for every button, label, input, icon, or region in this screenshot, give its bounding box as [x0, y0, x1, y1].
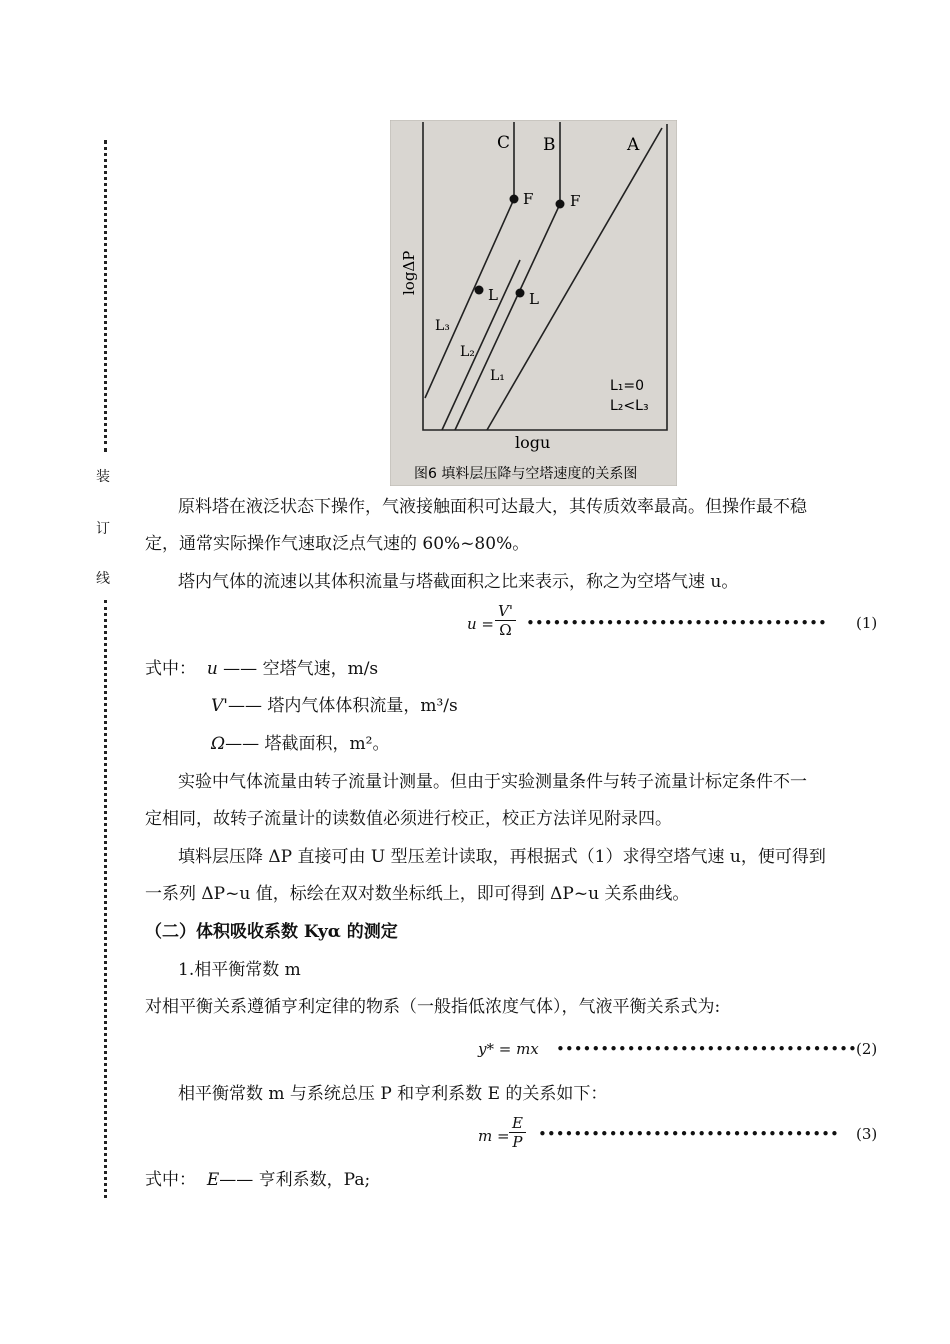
eq3-numerator: E [509, 1114, 526, 1133]
label-f-2: F [570, 192, 581, 210]
def-v [211, 695, 950, 717]
para6: 相平衡常数 m 与系统总压 P 和亨利系数 E 的关系如下： [178, 1084, 608, 1104]
eq1-numerator: V' [495, 602, 516, 621]
binding-char-xian: 线 [96, 571, 110, 587]
para3-line1: 实验中气体流量由转子流量计测量。但由于实验测量条件与转子流量计标定条件不一 [178, 772, 807, 792]
para2: 塔内气体的流速以其体积流量与塔截面积之比来表示，称之为空塔气速 u。 [178, 572, 739, 592]
note-l2: L₂<L₃ [610, 398, 649, 414]
eq3-fraction [509, 1114, 526, 1151]
def-v-text: —— 塔内气体体积流量，m³/s [227, 696, 458, 716]
label-b: B [543, 135, 556, 155]
def-omega [211, 733, 950, 755]
pressure-drop-figure [390, 120, 677, 486]
section-heading: （二）体积吸收系数 Kyα 的测定 [145, 922, 398, 942]
eq1-denominator: Ω [499, 621, 512, 639]
para4-line1: 填料层压降 ΔP 直接可由 U 型压差计读取，再根据式（1）求得空塔气速 u，便可得到 [178, 847, 826, 867]
eq1-leader-dots: •••••••••••••••••••••••••••••••••• [526, 614, 827, 632]
para1-line2: 定，通常实际操作气速取泛点气速的 60%~80%。 [145, 534, 530, 554]
label-l3: L₃ [435, 318, 450, 334]
label-c: C [497, 133, 511, 153]
note-l1: L₁=0 [610, 378, 645, 394]
binding-line-top [104, 140, 107, 452]
load-point-c [475, 286, 484, 295]
flood-point-c [510, 195, 519, 204]
def-u-text: —— 空塔气速，m/s [217, 659, 379, 679]
def-e-text: —— 亨利系数，Pa; [219, 1170, 371, 1190]
load-point-b [516, 289, 525, 298]
binding-line-bottom [104, 600, 107, 1198]
para1-line1: 原料塔在液泛状态下操作，气液接触面积可达最大，其传质效率最高。但操作最不稳 [178, 497, 807, 517]
eq1-lhs: u = [467, 615, 494, 633]
eq1-fraction [495, 602, 516, 639]
eq2-text: y* = mx [478, 1040, 539, 1058]
binding-char-ding: 订 [96, 521, 110, 537]
label-l-2: L [529, 290, 539, 308]
eq2-leader-dots: •••••••••••••••••••••••••••••••••• [556, 1040, 857, 1058]
def-v-symbol: V' [211, 696, 228, 716]
def-u [145, 658, 890, 680]
y-axis-label: logΔP [400, 250, 418, 295]
eq2-number: (2) [856, 1040, 878, 1058]
def-omega-text: —— 塔截面积，m²。 [225, 734, 390, 754]
figure-caption: 图6 填料层压降与空塔速度的关系图 [414, 466, 638, 482]
def-e [145, 1169, 890, 1191]
label-a: A [627, 135, 640, 155]
label-f-1: F [523, 190, 534, 208]
eq3-number: (3) [856, 1125, 878, 1143]
def-e-symbol: E [206, 1170, 220, 1190]
eq3-lhs: m = [478, 1127, 510, 1145]
binding-char-zhuang: 装 [96, 469, 110, 485]
label-l-1: L [488, 286, 498, 304]
para5: 对相平衡关系遵循亨利定律的物系（一般指低浓度气体），气液平衡关系式为: [145, 997, 721, 1017]
eq3-leader-dots: •••••••••••••••••••••••••••••••••• [538, 1125, 839, 1143]
para4-line2: 一系列 ΔP~u 值，标绘在双对数坐标纸上，即可得到 ΔP~u 关系曲线。 [145, 884, 690, 904]
eq3-denominator: P [512, 1133, 523, 1151]
para3-line2: 定相同，故转子流量计的读数值必须进行校正，校正方法详见附录四。 [145, 809, 672, 829]
label-l1: L₁ [490, 368, 505, 384]
subheading-m: 1.相平衡常数 m [178, 960, 301, 980]
flood-point-b [556, 200, 565, 209]
x-axis-label: logu [515, 433, 551, 452]
label-l2: L₂ [460, 344, 475, 360]
def-u-symbol: u [206, 659, 218, 679]
def-omega-symbol: Ω [211, 734, 226, 754]
def-e-lead: 式中： [145, 1170, 196, 1190]
def-lead: 式中： [145, 659, 196, 679]
eq1-number: (1) [856, 614, 878, 632]
